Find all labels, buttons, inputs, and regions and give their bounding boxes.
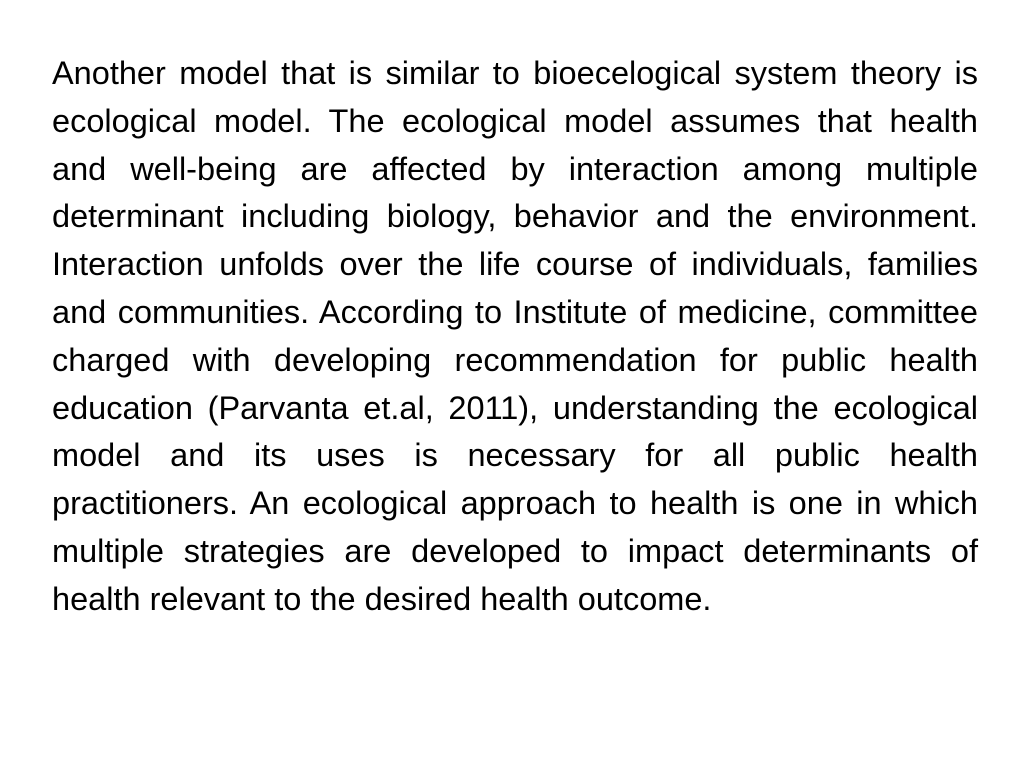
body-paragraph: Another model that is similar to bioecelogical system theory is ecological model. The ecological model assumes that health and well-being are affected by interaction among multiple determinant including biology, behavior and the environment. Interaction unfolds over the life course of individuals, families and communities. According to Institute of medicine, committee charged with developing recommendation for public health education (Parvanta et.al, 2011), understanding the ecological model and its uses is necessary for all public health practitioners. An ecological approach to health is one in which multiple strategies are developed to impact determinants of health relevant to the desired health outcome. — [52, 55, 978, 617]
